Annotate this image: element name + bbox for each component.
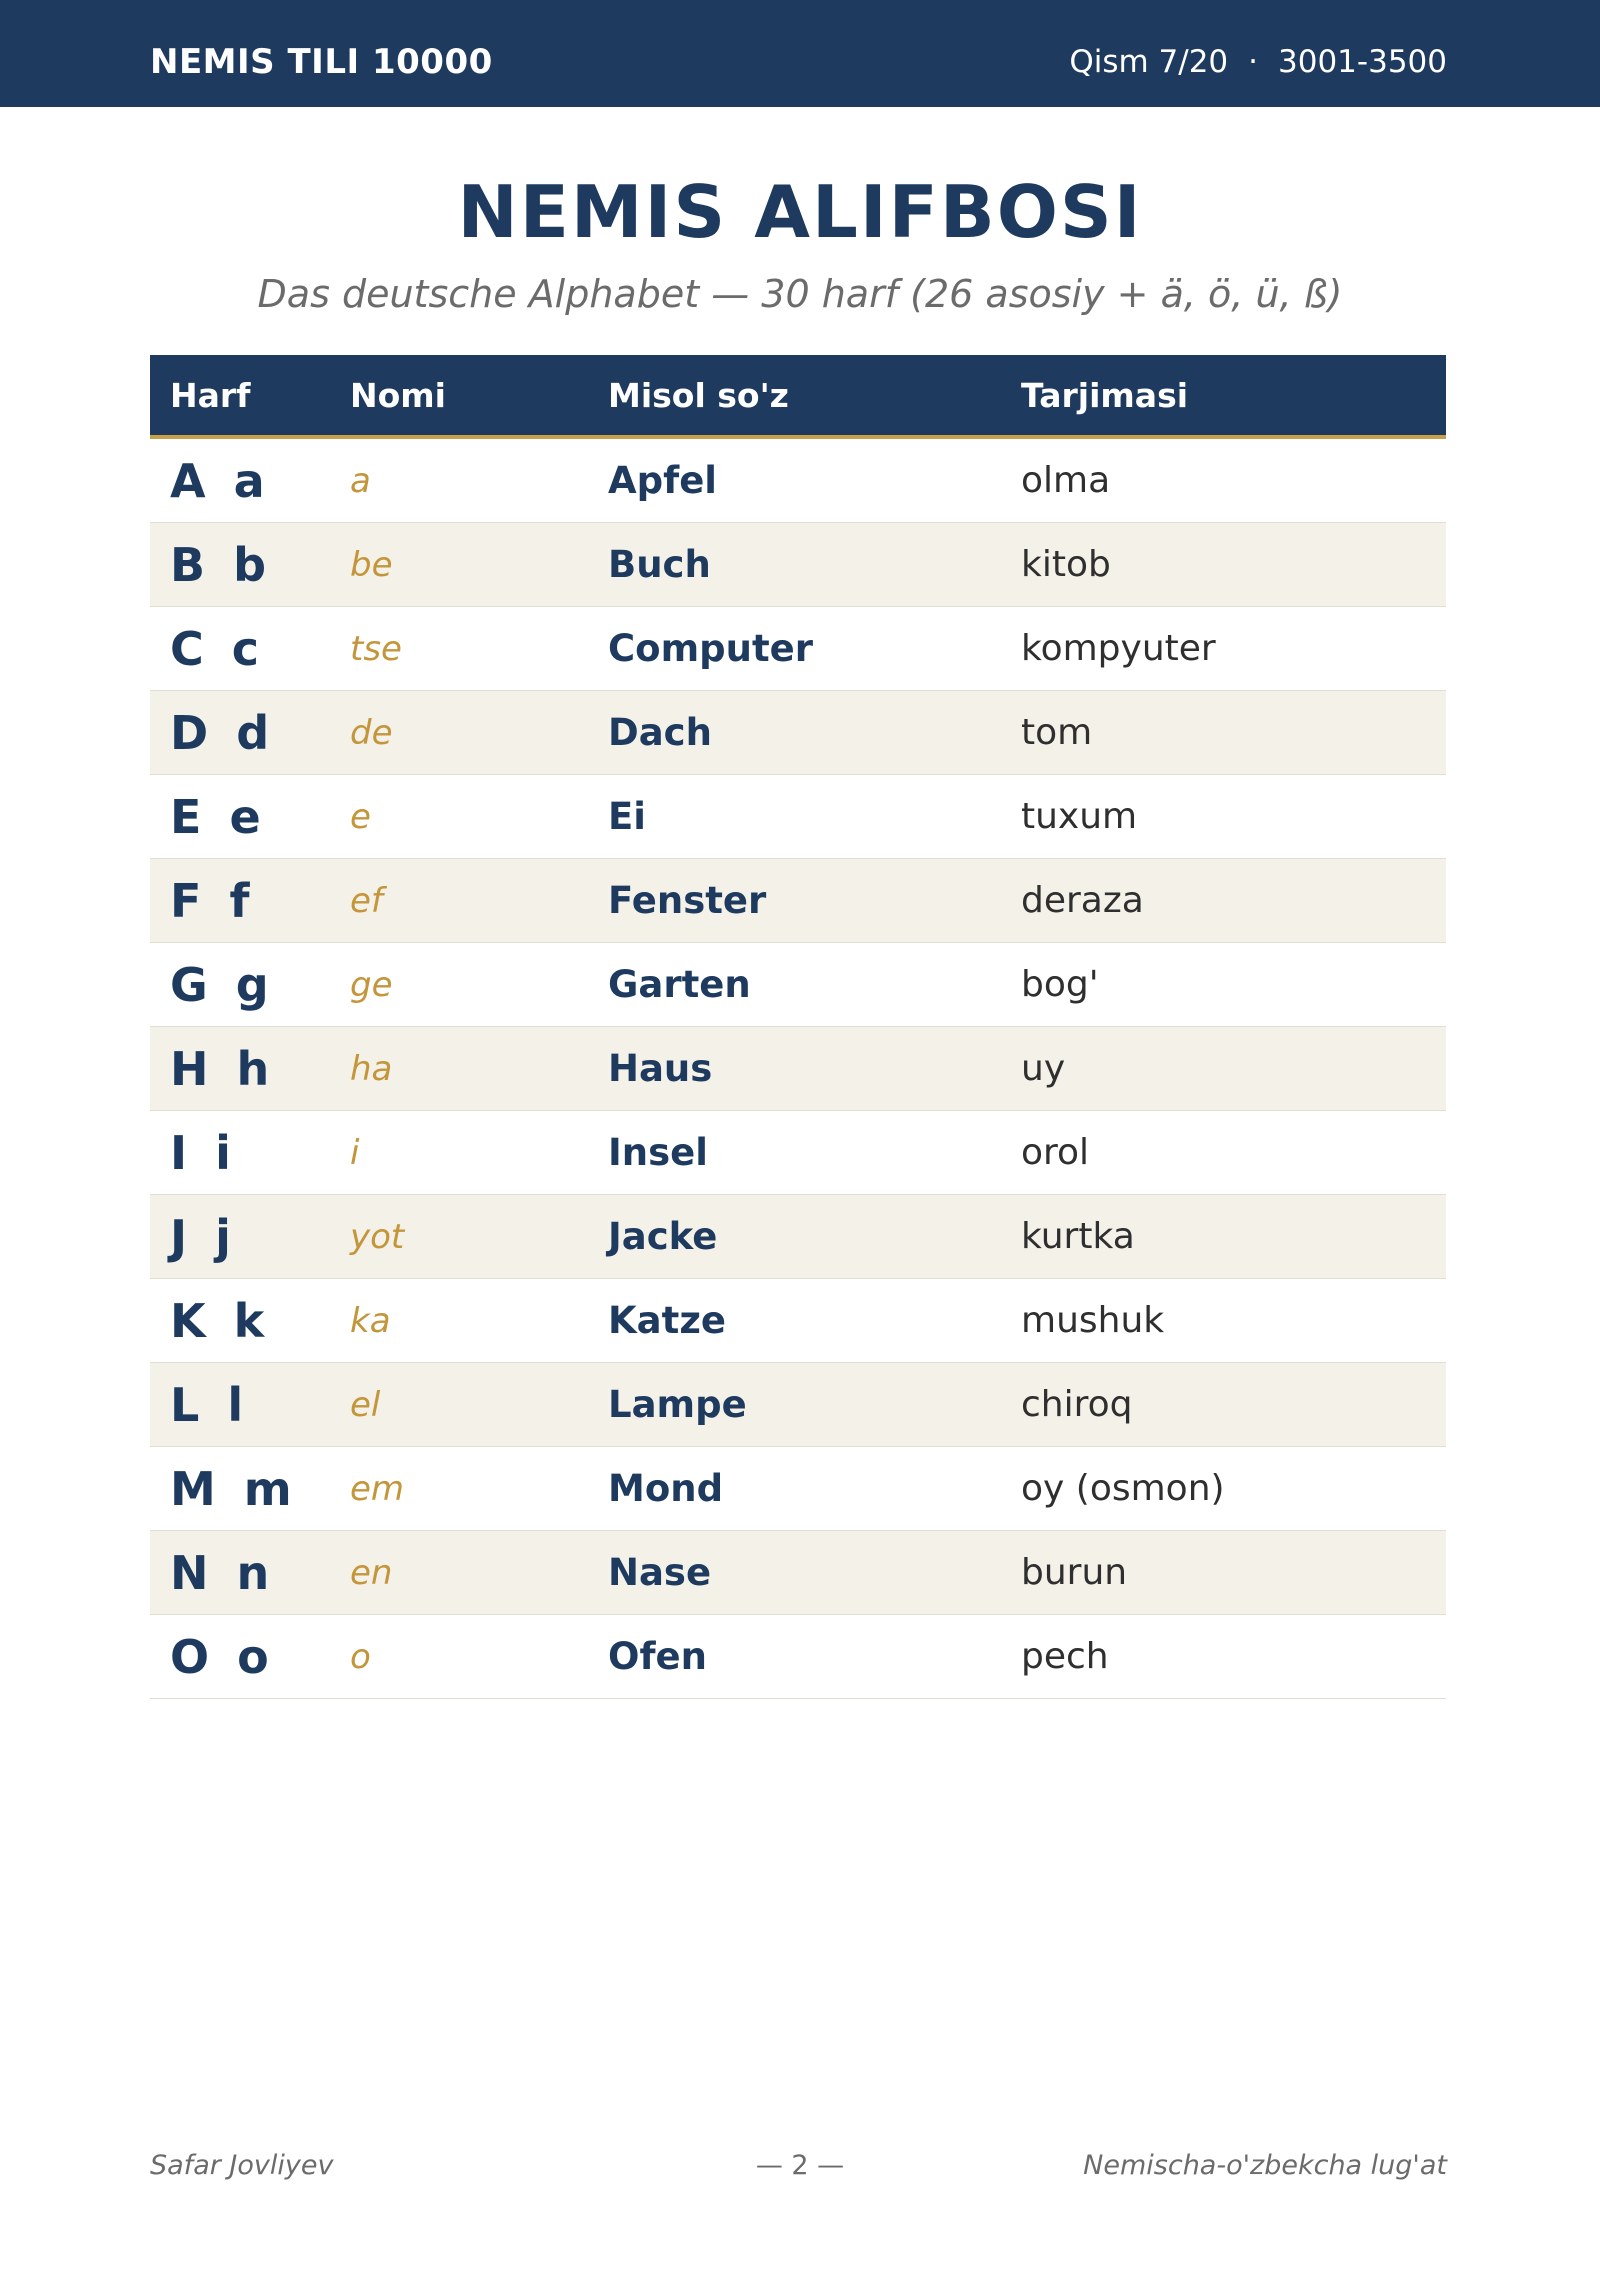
letter-name-cell: ka (330, 1279, 588, 1363)
translation-cell: mushuk (1001, 1279, 1446, 1363)
part-label: Qism 7/20 (1069, 44, 1229, 80)
column-header-translation: Tarjimasi (1001, 355, 1446, 437)
table-row (150, 691, 1446, 775)
table-row (150, 775, 1446, 859)
letter-cell: O o (150, 1615, 330, 1699)
translation-cell: tuxum (1001, 775, 1446, 859)
table-row (150, 1279, 1446, 1363)
table-row (150, 523, 1446, 607)
separator-dot: · (1248, 44, 1259, 80)
brand-title: NEMIS TILI 10000 (150, 42, 493, 82)
letter-cell: C c (150, 607, 330, 691)
translation-cell: kurtka (1001, 1195, 1446, 1279)
letter-cell: E e (150, 775, 330, 859)
translation-cell: deraza (1001, 859, 1446, 943)
letter-cell: M m (150, 1447, 330, 1531)
example-word-cell: Haus (588, 1027, 1001, 1111)
footer-book-title: Nemischa-o'zbekcha lug'at (1083, 2150, 1447, 2181)
alphabet-table (150, 355, 1446, 1699)
table-body (150, 437, 1446, 1699)
column-header-example: Misol so'z (588, 355, 1001, 437)
table-row (150, 859, 1446, 943)
letter-name-cell: i (330, 1111, 588, 1195)
footer-author: Safar Jovliyev (150, 2150, 334, 2181)
example-word-cell: Garten (588, 943, 1001, 1027)
part-info (1069, 0, 1447, 125)
example-word-cell: Ofen (588, 1615, 1001, 1699)
example-word-cell: Fenster (588, 859, 1001, 943)
letter-name-cell: ge (330, 943, 588, 1027)
translation-cell: orol (1001, 1111, 1446, 1195)
table-row (150, 1447, 1446, 1531)
letter-name-cell: yot (330, 1195, 588, 1279)
example-word-cell: Buch (588, 523, 1001, 607)
letter-name-cell: a (330, 437, 588, 523)
example-word-cell: Computer (588, 607, 1001, 691)
translation-cell: burun (1001, 1531, 1446, 1615)
translation-cell: kompyuter (1001, 607, 1446, 691)
footer-page-number: — 2 — (755, 2150, 845, 2181)
letter-cell: G g (150, 943, 330, 1027)
letter-cell: F f (150, 859, 330, 943)
translation-cell: olma (1001, 437, 1446, 523)
letter-cell: H h (150, 1027, 330, 1111)
letter-name-cell: de (330, 691, 588, 775)
table-row (150, 1363, 1446, 1447)
table-row (150, 1531, 1446, 1615)
table-row (150, 1111, 1446, 1195)
translation-cell: bog' (1001, 943, 1446, 1027)
example-word-cell: Katze (588, 1279, 1001, 1363)
letter-cell: B b (150, 523, 330, 607)
table-row (150, 437, 1446, 523)
page-subtitle: Das deutsche Alphabet — 30 harf (26 asosiy + ä, ö, ü, ß) (257, 272, 1343, 316)
letter-name-cell: en (330, 1531, 588, 1615)
table-row (150, 1615, 1446, 1699)
letter-name-cell: be (330, 523, 588, 607)
letter-name-cell: o (330, 1615, 588, 1699)
table-row (150, 607, 1446, 691)
letter-cell: I i (150, 1111, 330, 1195)
example-word-cell: Apfel (588, 437, 1001, 523)
example-word-cell: Jacke (588, 1195, 1001, 1279)
example-word-cell: Nase (588, 1531, 1001, 1615)
letter-name-cell: tse (330, 607, 588, 691)
translation-cell: oy (osmon) (1001, 1447, 1446, 1531)
example-word-cell: Insel (588, 1111, 1001, 1195)
top-header-bar (0, 0, 1600, 107)
translation-cell: uy (1001, 1027, 1446, 1111)
letter-cell: L l (150, 1363, 330, 1447)
page-title: NEMIS ALIFBOSI (457, 170, 1143, 254)
table-header-row (150, 355, 1446, 437)
letter-name-cell: ha (330, 1027, 588, 1111)
letter-cell: N n (150, 1531, 330, 1615)
translation-cell: pech (1001, 1615, 1446, 1699)
letter-name-cell: ef (330, 859, 588, 943)
translation-cell: chiroq (1001, 1363, 1446, 1447)
letter-cell: K k (150, 1279, 330, 1363)
example-word-cell: Lampe (588, 1363, 1001, 1447)
example-word-cell: Ei (588, 775, 1001, 859)
word-range: 3001-3500 (1278, 44, 1447, 80)
table-row (150, 943, 1446, 1027)
column-header-name: Nomi (330, 355, 588, 437)
letter-cell: J j (150, 1195, 330, 1279)
letter-cell: A a (150, 437, 330, 523)
translation-cell: tom (1001, 691, 1446, 775)
column-header-letter: Harf (150, 355, 330, 437)
translation-cell: kitob (1001, 523, 1446, 607)
table-row (150, 1195, 1446, 1279)
example-word-cell: Dach (588, 691, 1001, 775)
letter-name-cell: em (330, 1447, 588, 1531)
table-row (150, 1027, 1446, 1111)
example-word-cell: Mond (588, 1447, 1001, 1531)
letter-name-cell: e (330, 775, 588, 859)
letter-name-cell: el (330, 1363, 588, 1447)
letter-cell: D d (150, 691, 330, 775)
